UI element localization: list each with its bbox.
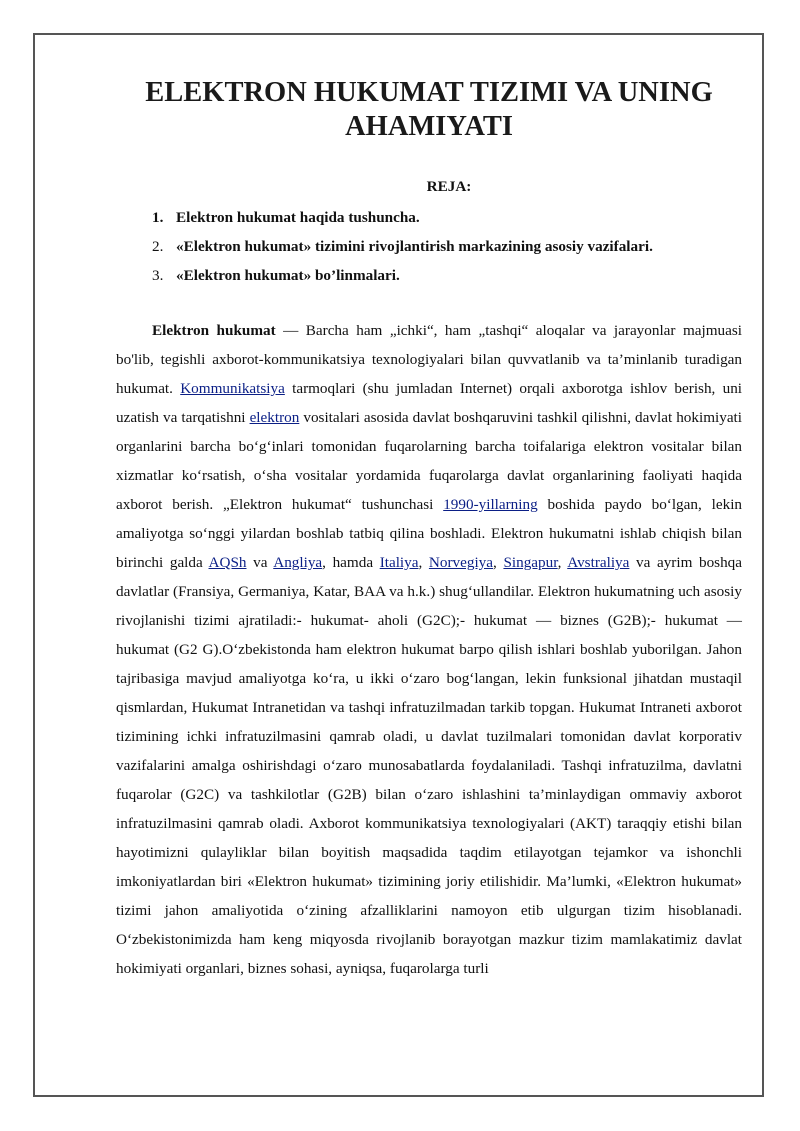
link-singapur[interactable]: Singapur bbox=[503, 554, 558, 571]
plan-item-number: 1. bbox=[152, 209, 164, 226]
link-1990-yillarning[interactable]: 1990-yillarning bbox=[443, 496, 538, 513]
plan-heading: REJA: bbox=[426, 178, 472, 195]
plan-item-number: 2. bbox=[152, 238, 164, 255]
link-aqsh[interactable]: AQSh bbox=[208, 554, 247, 571]
body-text: , hamda bbox=[322, 554, 380, 571]
document-content bbox=[116, 76, 742, 983]
plan-item-text: «Elektron hukumat» tizimini rivojlantirish markazining asosiy vazifalari. bbox=[176, 238, 653, 255]
document-title: ELEKTRON HUKUMAT TIZIMI VA UNING AHAMIYATI bbox=[145, 77, 713, 142]
body-text: boshida paydo bo‘lgan, lekin amaliyotga so‘nggi yilardan boshlab tatbiq qilina boshladi. Elektron hukumatni ishlab chiqish bilan birinchi galda bbox=[116, 496, 743, 571]
lead-term: Elektron hukumat bbox=[152, 322, 276, 339]
plan-list bbox=[116, 203, 742, 290]
plan-item bbox=[116, 232, 742, 261]
plan-item bbox=[116, 261, 742, 290]
body-text: , bbox=[557, 554, 568, 571]
link-elektron[interactable]: elektron bbox=[249, 409, 300, 426]
link-italiya[interactable]: Italiya bbox=[379, 554, 419, 571]
plan-item bbox=[116, 203, 742, 232]
link-avstraliya[interactable]: Avstraliya bbox=[567, 554, 630, 571]
link-kommunikatsiya[interactable]: Kommunikatsiya bbox=[180, 380, 285, 397]
body-text: tarmoqlari (shu jumladan Internet) orqali axborotga ishlov berish, uni uzatish va tarqatishni bbox=[116, 380, 743, 426]
body-text: , bbox=[493, 554, 504, 571]
body-text: , bbox=[418, 554, 429, 571]
body-text: va bbox=[246, 554, 274, 571]
body-text: vositalari asosida davlat boshqaruvini tashkil qilishni, davlat hokimiyati organlarini barcha bo‘g‘inlari tomonidan fuqarolarning barcha toifalariga elektron vositalar bilan xizmatlar ko‘rsatish, o‘sha vositalar yordamida fuqarolarga davlat organlarining faoliyati haqida axborot berish. „Elektron hukumat“ tushunchasi bbox=[116, 409, 742, 513]
plan-item-number: 3. bbox=[152, 267, 164, 284]
body-text: va ayrim boshqa davlatlar (Fransiya, Germaniya, Katar, BAA va h.k.) shug‘ullandilar. Elektron hukumatning uch asosiy rivojlanishi tizimi ajratiladi:- hukumat- aholi (G2C);- hukumat — biznes (G2B);- hukumat — hukumat (G2 G).O‘zbekistonda ham elektron hukumat barpo qilish ishlari boshlab yuborilgan. Jahon tajribasiga mavjud amaliyotga ko‘ra, u ikki o‘zaro bog‘langan, lekin funksional jihatdan mustaqil qismlardan, Hukumat Intranetidan va tashqi infratuzilmadan tarkib topgan. Hukumat Intraneti axborot tizimining ichki infratuzilmasini qamrab oladi, u davlat tuzilmalari tomonidan davlat korporativ vazifalarini amalga oshirishdagi o‘zaro munosabatlarda foydalaniladi. Tashqi infratuzilma, davlatni fuqarolar (G2C) va tashkilotlar (G2B) bilan o‘zaro ishlashini ta’minlaydigan ommaviy axborot infratuzilmasini qamrab oladi. Axborot kommunikatsiya texnologiyalari (AKT) taraqqiy etishi bilan hayotimizni qulayliklar bilan boyitish maqsadida taqdim etilayotgan tejamkor va ishonchli imkoniyatlardan biri «Elektron hukumat» tizimining joriy etilishidir. Ma’lumki, «Elektron hukumat» tizimi jahon amaliyotida o‘zining afzalliklarini namoyon etib ulgurgan tizim hisoblanadi. O‘zbekistonimizda ham keng miqyosda rivojlanib borayotgan mazkur tizim mamlakatimiz davlat hokimiyati organlari, biznes sohasi, ayniqsa, fuqarolarga turli bbox=[116, 554, 743, 977]
link-norvegiya[interactable]: Norvegiya bbox=[428, 554, 494, 571]
plan-item-text: «Elektron hukumat» bo’linmalari. bbox=[176, 267, 400, 284]
plan-item-text: Elektron hukumat haqida tushuncha. bbox=[176, 209, 420, 226]
body-text: — Barcha ham „ichki“, ham „tashqi“ aloqalar va jarayonlar majmuasi bo'lib, tegishli axborot-kommunikatsiya texnologiyalari bilan quvvatlanib va ta’minlanib turadigan hukumat. bbox=[116, 322, 742, 397]
link-angliya[interactable]: Angliya bbox=[273, 554, 323, 571]
body-paragraph bbox=[116, 316, 742, 983]
